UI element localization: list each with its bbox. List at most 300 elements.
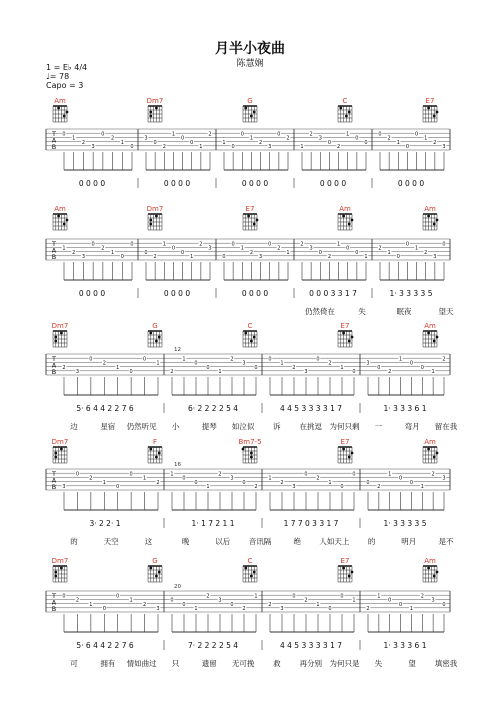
lyric-word: 为何只剩 [329, 422, 360, 431]
chord-diagram [243, 566, 257, 582]
fret-number: 2 [199, 241, 203, 248]
tab-clef-b: B [51, 605, 57, 613]
fret-number: 2 [81, 139, 86, 146]
song-artist: 陈慧娴 [236, 59, 264, 69]
chord-diagram [423, 106, 438, 122]
jianpu-measure: 0 0 0 3 3 1 7 [309, 289, 357, 298]
jianpu-measure: 0 0 0 0 [163, 179, 191, 188]
fret-number: 3 [268, 144, 272, 150]
fret-number: 1 [396, 139, 400, 146]
measure-number: 20 [174, 584, 181, 590]
lyric-word: 仍然倚在 [305, 307, 335, 316]
chord-name: Am [424, 322, 436, 330]
lyric-word: 望 [408, 659, 416, 668]
chord-name: Bm7-5 [238, 438, 262, 446]
jianpu-measure: 1· 3 3 3 6 1 [383, 641, 427, 650]
fret-number: 0 [91, 241, 95, 248]
fret-number: 0 [414, 131, 419, 138]
fret-number: 3 [366, 360, 370, 367]
fret-number: 0 [142, 356, 147, 363]
fret-number: 3 [304, 369, 308, 375]
chord-diagram [338, 331, 353, 347]
fret-number: 2 [156, 479, 160, 486]
tab-clef-b: B [51, 368, 57, 376]
fret-number: 2 [206, 593, 210, 600]
fret-number: 3 [280, 606, 284, 612]
tab-clef-a: A [51, 598, 57, 607]
fret-number: 1 [206, 484, 210, 490]
lyric-word: 诉 [273, 422, 281, 431]
fret-number: 2 [431, 471, 435, 478]
fret-number: 2 [254, 484, 258, 490]
fret-number: 0 [180, 249, 185, 256]
chord-name: C [247, 557, 253, 565]
chord-name: Dm7 [146, 97, 164, 105]
fret-number: 3 [62, 484, 66, 490]
fret-number: 3 [318, 135, 322, 142]
fret-number: 0 [116, 593, 120, 600]
lyric-word: 填密我 [434, 659, 458, 668]
chord-name: Am [339, 205, 351, 213]
tab-clef-b: B [51, 143, 57, 151]
chord-name: G [152, 322, 158, 330]
chord-diagram [338, 566, 353, 582]
fret-number: 2 [72, 249, 76, 256]
fret-number: 3 [91, 144, 95, 150]
lyric-word: 遗留 [201, 659, 217, 668]
lyric-word: 救 [273, 659, 281, 668]
fret-number: 3 [309, 245, 313, 252]
jianpu-measure: 0 0 0 0 [319, 179, 347, 188]
chord-diagram [243, 331, 257, 347]
fret-number: 0 [409, 360, 414, 367]
fret-number: 1 [268, 475, 272, 482]
fret-number: 1 [377, 593, 381, 600]
chord-name: Am [424, 557, 436, 565]
fret-number: 2 [277, 245, 281, 252]
fret-number: 1 [102, 479, 106, 486]
fret-number: 0 [355, 249, 359, 256]
tab-clef-b: B [51, 483, 57, 491]
lyric-word: 失 [374, 659, 383, 668]
fret-number: 0 [120, 254, 124, 260]
fret-number: 2 [258, 139, 263, 146]
fret-number: 1 [218, 369, 222, 375]
fret-number: 0 [170, 597, 174, 604]
fret-number: 3 [442, 144, 446, 150]
fret-number: 2 [89, 475, 93, 482]
lyric-word: 无可挽 [231, 659, 255, 668]
fret-number: 1 [110, 249, 115, 256]
fret-number: 2 [286, 135, 290, 142]
fret-number: 0 [398, 475, 403, 482]
jianpu-measure: 0 0 0 0 [397, 179, 425, 188]
fret-number: 1 [62, 245, 66, 252]
fret-number: 1 [89, 601, 93, 608]
fret-number: 0 [268, 241, 272, 248]
fret-number: 0 [231, 144, 235, 150]
fret-number: 1 [162, 241, 166, 248]
jianpu-measure: 1· 3 3 3 3 5 [383, 519, 427, 528]
fret-number: 0 [242, 479, 246, 486]
lyric-word: 星宿 [100, 422, 116, 431]
chord-diagram [338, 214, 353, 230]
lyric-word: 在挑逗 [299, 422, 322, 431]
chord-name: Dm7 [51, 557, 69, 565]
jianpu-measure: 0 0 0 0 [78, 289, 106, 298]
chord-diagram [148, 447, 162, 463]
fret-number: 0 [240, 131, 244, 138]
chord-diagram [242, 447, 257, 463]
lyric-word: 边 [70, 422, 78, 431]
chord-name: E7 [425, 97, 435, 105]
fret-number: 0 [89, 356, 93, 363]
fret-number: 0 [377, 364, 381, 371]
fret-number: 2 [153, 254, 157, 260]
jianpu-measure: 7· 2 2 2 2 5 4 [187, 641, 239, 650]
capo-marking: Capo = 3 [46, 81, 84, 90]
fret-number: 3 [81, 254, 86, 260]
fret-number: 2 [110, 135, 115, 142]
fret-number: 3 [242, 360, 246, 367]
lyric-word: 再分别 [299, 659, 322, 668]
fret-number: 1 [171, 131, 176, 138]
chord-name: Dm7 [146, 205, 164, 213]
tab-clef-a: A [51, 476, 57, 485]
jianpu-measure: 0 0 0 0 [78, 179, 106, 188]
fret-number: 2 [62, 364, 66, 371]
jianpu-measure: 1· 3 3 3 3 5 [389, 289, 433, 298]
fret-number: 0 [409, 479, 414, 486]
lyric-word: 如泣似 [231, 422, 255, 431]
fret-number: 3 [230, 475, 234, 482]
fret-number: 2 [387, 135, 391, 142]
fret-number: 1 [170, 471, 174, 478]
fret-number: 2 [316, 475, 320, 482]
jianpu-measure: 4 4 5 3 3 3 3 1 7 [279, 641, 343, 650]
tab-clef-a: A [51, 361, 57, 370]
chord-diagram [423, 566, 438, 582]
fret-number: 1 [352, 597, 356, 604]
chord-diagram [53, 331, 67, 347]
fret-number: 2 [230, 356, 234, 363]
chord-diagram [148, 214, 162, 230]
fret-number: 3 [156, 606, 160, 612]
fret-number: 1 [328, 479, 332, 486]
chord-diagram [53, 106, 68, 122]
lyric-word: 为何只是 [329, 659, 360, 668]
chord-diagram [338, 106, 352, 122]
fret-number: 0 [75, 471, 80, 478]
fret-number: 1 [431, 369, 435, 375]
fret-number: 0 [116, 484, 120, 490]
fret-number: 0 [62, 593, 66, 600]
fret-number: 1 [240, 245, 244, 252]
fret-number: 0 [277, 131, 281, 138]
fret-number: 2 [218, 471, 222, 478]
fret-number: 1 [424, 135, 428, 142]
fret-number: 2 [142, 601, 147, 608]
chord-name: Dm7 [51, 438, 69, 446]
lyric-word: 提琴 [201, 422, 217, 431]
lyric-word: 晚 [181, 537, 190, 546]
jianpu-measure: 3· 2 2· 1 [89, 519, 121, 528]
chord-diagram [338, 447, 353, 463]
fret-number: 2 [249, 249, 254, 256]
fret-number: 3 [433, 254, 437, 260]
fret-number: 2 [420, 593, 424, 600]
fret-number: 0 [366, 479, 370, 486]
fret-number: 1 [336, 241, 341, 248]
fret-number: 0 [144, 249, 148, 256]
fret-number: 2 [102, 360, 106, 367]
jianpu-measure: 6· 2 2 2 2 5 4 [187, 404, 239, 413]
fret-number: 1 [286, 249, 290, 256]
fret-number: 0 [378, 131, 382, 138]
fret-number: 2 [242, 606, 246, 612]
jianpu-measure: 1 7 7 0 3 3 1 7 [283, 519, 339, 528]
fret-number: 1 [364, 254, 368, 260]
chord-name: Am [54, 205, 66, 213]
fret-number: 0 [396, 254, 400, 260]
lyric-word: 仍然听见 [126, 422, 157, 431]
chord-name: Am [424, 205, 436, 213]
fret-number: 2 [170, 369, 174, 375]
fret-number: 0 [352, 471, 356, 478]
lyric-word: 音讯隔 [248, 537, 272, 546]
lyric-word: 人如天上 [319, 537, 350, 546]
fret-number: 0 [340, 593, 344, 600]
fret-number: 1 [120, 139, 124, 146]
fret-number: 2 [304, 597, 308, 604]
fret-number: 0 [328, 606, 332, 612]
chord-name: E7 [340, 438, 350, 446]
tab-clef-t: T [52, 355, 56, 363]
fret-number: 0 [129, 471, 133, 478]
fret-number: 1 [316, 601, 320, 608]
tab-clef-t: T [52, 592, 56, 600]
fret-number: 0 [180, 135, 185, 142]
fret-number: 0 [327, 139, 332, 146]
chord-diagram [148, 106, 162, 122]
fret-number: 0 [62, 131, 66, 138]
chord-diagram [423, 447, 438, 463]
lyric-word: 是不 [438, 537, 454, 546]
chord-name: G [152, 557, 158, 565]
tab-clef-b: B [51, 253, 57, 261]
fret-number: 0 [222, 254, 226, 260]
lyric-word: 可 [70, 659, 78, 668]
fret-number: 0 [346, 245, 350, 252]
chord-name: G [247, 97, 253, 105]
key-signature: 1 = E♭ 4/4 [46, 63, 88, 72]
fret-number: 0 [388, 597, 392, 604]
fret-number: 1 [182, 356, 186, 363]
fret-number: 0 [340, 484, 344, 490]
fret-number: 0 [364, 139, 368, 146]
fret-number: 0 [405, 241, 410, 248]
fret-number: 1 [222, 139, 226, 146]
chord-diagram [243, 106, 257, 122]
fret-number: 0 [230, 601, 234, 608]
fret-number: 2 [328, 360, 332, 367]
fret-number: 0 [194, 479, 198, 486]
chord-name: E7 [245, 205, 255, 213]
fret-number: 0 [254, 364, 258, 371]
chord-diagram [423, 331, 438, 347]
chord-name: E7 [340, 557, 350, 565]
lyric-word: 天空 [103, 537, 119, 546]
fret-number: 0 [398, 601, 403, 608]
tab-clef-a: A [51, 136, 57, 145]
fret-number: 3 [208, 245, 212, 252]
fret-number: 0 [102, 606, 106, 612]
fret-number: 1 [340, 364, 344, 371]
fret-number: 3 [442, 475, 446, 482]
fret-number: 0 [182, 601, 186, 608]
lyric-word: 小 [171, 422, 180, 431]
fret-number: 1 [116, 364, 120, 371]
fret-number: 0 [190, 139, 194, 146]
song-title: 月半小夜曲 [215, 41, 285, 57]
fret-number: 3 [292, 484, 296, 490]
fret-number: 1 [346, 131, 350, 138]
measure-number: 12 [174, 347, 181, 353]
fret-number: 2 [162, 144, 166, 150]
jianpu-measure: 5· 6 4 4 2 2 7 6 [76, 641, 134, 650]
fret-number: 0 [206, 364, 210, 371]
fret-number: 1 [388, 471, 392, 478]
fret-number: 2 [442, 356, 446, 363]
fret-number: 1 [142, 475, 147, 482]
tab-clef-t: T [52, 130, 56, 138]
chord-name: C [247, 322, 253, 330]
tab-clef-t: T [52, 240, 56, 248]
fret-number: 1 [194, 606, 198, 612]
fret-number: 2 [208, 131, 212, 138]
fret-number: 0 [442, 241, 446, 248]
fret-number: 2 [366, 606, 370, 612]
fret-number: 2 [424, 249, 428, 256]
lyric-word: 拥有 [100, 659, 116, 668]
fret-number: 0 [352, 369, 356, 375]
lyric-word: 留在我 [434, 422, 458, 431]
lyric-word: 眠夜 [396, 307, 412, 316]
fret-number: 2 [336, 144, 341, 150]
fret-number: 0 [355, 135, 359, 142]
lyric-word: 失 [358, 307, 366, 316]
fret-number: 1 [387, 249, 391, 256]
chord-name: C [342, 97, 348, 105]
fret-number: 0 [171, 245, 176, 252]
fret-number: 0 [231, 241, 235, 248]
jianpu-measure: 0 0 0 0 [163, 289, 191, 298]
fret-number: 1 [254, 593, 258, 600]
fret-number: 0 [268, 356, 272, 363]
fret-number: 3 [431, 597, 435, 604]
fret-number: 0 [304, 471, 308, 478]
measure-number: 16 [174, 462, 181, 468]
jianpu-measure: 4 4 5 3 3 3 3 1 7 [279, 404, 343, 413]
chord-name: Am [424, 438, 436, 446]
fret-number: 3 [75, 369, 80, 375]
chord-diagram [148, 566, 162, 582]
fret-number: 1 [199, 144, 203, 150]
fret-number: 1 [129, 597, 133, 604]
fret-number: 2 [309, 131, 313, 138]
chord-diagram [148, 331, 162, 347]
lyric-word: 的 [367, 537, 376, 546]
fret-number: 2 [433, 139, 437, 146]
chord-diagram [53, 214, 68, 230]
lyric-word: 的 [70, 537, 78, 546]
fret-number: 0 [129, 369, 133, 375]
fret-number: 2 [75, 597, 80, 604]
lyric-word: 情如曲过 [126, 659, 157, 668]
fret-number: 2 [388, 369, 392, 375]
tab-clef-t: T [52, 470, 56, 478]
jianpu-measure: 1· 1 7 2 1 1 [191, 519, 235, 528]
chord-diagram [53, 447, 67, 463]
fret-number: 3 [258, 254, 263, 260]
fret-number: 1 [414, 245, 419, 252]
lyric-word: 这 [144, 537, 153, 546]
fret-number: 0 [442, 601, 446, 608]
jianpu-measure: 5· 6 4 4 2 2 7 6 [76, 404, 134, 413]
jianpu-measure: 1· 3 3 3 6 1 [383, 404, 427, 413]
fret-number: 1 [156, 360, 160, 367]
fret-number: 1 [72, 135, 76, 142]
lyric-word: 弯月 [404, 422, 420, 431]
chord-diagram [53, 566, 67, 582]
fret-number: 1 [280, 360, 284, 367]
fret-number: 1 [420, 484, 424, 490]
fret-number: 0 [130, 241, 134, 248]
fret-number: 2 [268, 601, 272, 608]
fret-number: 2 [101, 245, 105, 252]
chord-name: F [152, 438, 158, 446]
fret-number: 0 [318, 249, 322, 256]
lyric-word: 以后 [215, 537, 231, 546]
fret-number: 3 [144, 135, 148, 142]
fret-number: 0 [153, 139, 157, 146]
chord-name: Dm7 [51, 322, 69, 330]
jianpu-measure: 0 0 0 0 [241, 179, 269, 188]
fret-number: 1 [300, 144, 304, 150]
fret-number: 2 [378, 245, 382, 252]
chord-name: Am [54, 97, 66, 105]
chord-diagram [423, 214, 438, 230]
fret-number: 1 [409, 606, 414, 612]
fret-number: 2 [327, 254, 332, 260]
tab-clef-a: A [51, 246, 57, 255]
fret-number: 0 [420, 364, 424, 371]
fret-number: 0 [182, 475, 186, 482]
lyric-word: 一 [374, 422, 383, 431]
lyric-word: 绝 [293, 537, 301, 546]
fret-number: 0 [101, 131, 105, 138]
lyric-word: 只 [171, 659, 180, 668]
fret-number: 1 [190, 254, 194, 260]
fret-number: 2 [292, 364, 296, 371]
fret-number: 0 [194, 360, 198, 367]
chord-name: E7 [340, 322, 350, 330]
fret-number: 1 [249, 135, 254, 142]
fret-number: 2 [280, 479, 284, 486]
fret-number: 1 [398, 356, 403, 363]
fret-number: 0 [405, 144, 410, 150]
fret-number: 2 [377, 484, 381, 490]
